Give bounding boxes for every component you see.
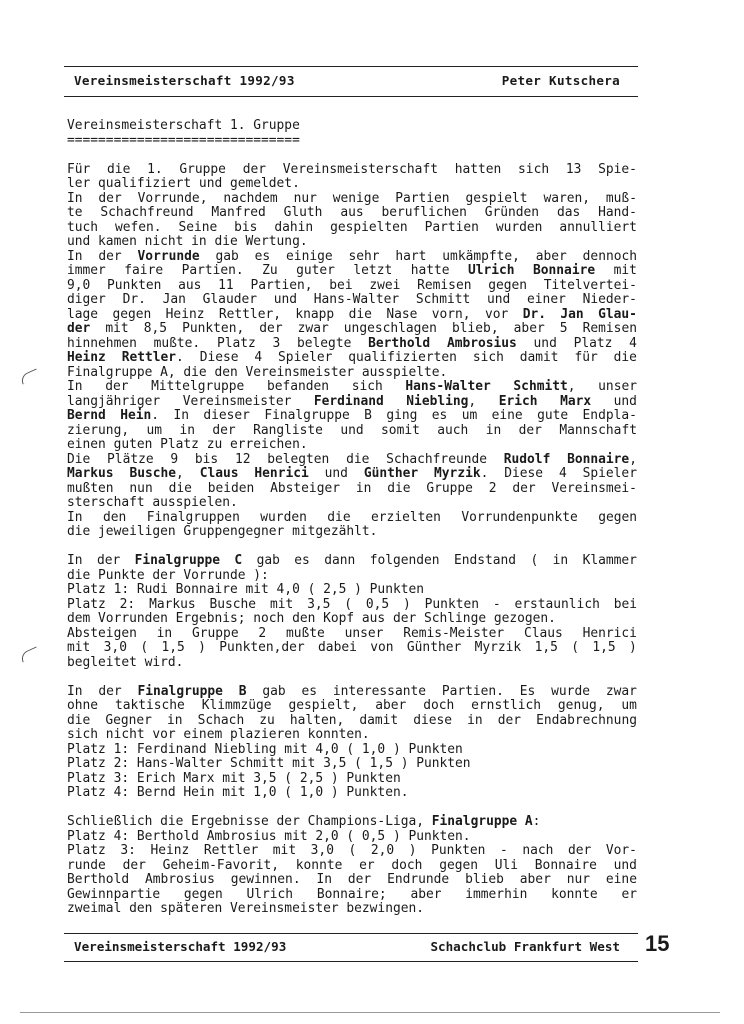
text-line: Platz 2: Markus Busche mit 3,5 ( 0,5 ) Punkten - erstaunlich bei bbox=[67, 596, 637, 612]
text-line: 9,0 Punkten aus 11 Partien, bei zwei Remisen gegen Titelvertei- bbox=[67, 277, 637, 293]
text-line: die Punkte der Vorrunde ): bbox=[67, 567, 269, 583]
text-line: sterschaft ausspielen. bbox=[67, 495, 238, 510]
paragraph-gap bbox=[67, 670, 637, 685]
text-line: ler qualifiziert und gemeldet. bbox=[67, 176, 300, 191]
text-line: Schließlich die Ergebnisse der Champions-Liga, Finalgruppe A: bbox=[67, 814, 541, 829]
text-line: te Schachfreund Manfred Gluth aus beruflichen Gründen das Hand- bbox=[67, 205, 637, 220]
text-line: In der Vorrunde gab es einige sehr hart umkämpfte, aber dennoch bbox=[67, 248, 637, 264]
text-line: einen guten Platz zu erreichen. bbox=[67, 437, 308, 452]
text-line: zweimal den späteren Vereinsmeister bezwingen. bbox=[67, 901, 424, 916]
text-line: Platz 2: Hans-Walter Schmitt mit 3,5 ( 1,5 ) Punkten bbox=[67, 756, 471, 771]
header-title: Vereinsmeisterschaft 1992/93 bbox=[74, 73, 295, 88]
text-line: In der Finalgruppe B gab es interessante Partien. Es wurde zwar bbox=[67, 683, 637, 699]
header-author: Peter Kutschera bbox=[501, 73, 620, 88]
paragraph-gap bbox=[67, 801, 637, 816]
paragraph-gap bbox=[67, 540, 637, 555]
article-body bbox=[67, 119, 637, 917]
footer-title: Vereinsmeisterschaft 1992/93 bbox=[74, 939, 287, 954]
margin-mark bbox=[19, 646, 40, 662]
header-bottom-rule bbox=[64, 96, 638, 97]
running-footer bbox=[74, 939, 620, 954]
article-title-underline: ============================== bbox=[67, 132, 300, 148]
text-line: Platz 4: Berthold Ambrosius mit 2,0 ( 0,5 ) Punkten. bbox=[67, 828, 471, 844]
text-line: In der Mittelgruppe befanden sich Hans-Walter Schmitt, unser bbox=[67, 379, 637, 394]
running-header bbox=[74, 73, 620, 88]
text-line: Platz 3: Erich Marx mit 3,5 ( 2,5 ) Punkten bbox=[67, 770, 401, 786]
text-line: Bernd Hein. In dieser Finalgruppe B ging es um eine gute Endpla- bbox=[67, 408, 637, 423]
text-line: In den Finalgruppen wurden die erzielten Vorrundenpunkte gegen bbox=[67, 509, 637, 525]
footer-bottom-rule bbox=[64, 961, 638, 962]
article-text bbox=[67, 163, 637, 917]
text-line: Die Plätze 9 bis 12 belegten die Schachfreunde Rudolf Bonnaire, bbox=[67, 451, 637, 467]
text-line: dem Vorrunden Ergebnis; noch den Kopf aus der Schlinge gezogen. bbox=[67, 611, 556, 626]
text-line: Absteigen in Gruppe 2 mußte unser Remis-Meister Claus Henrici bbox=[67, 625, 637, 641]
text-line: tuch wefen. Seine bis dahin gespielten Partien wurden annulliert bbox=[67, 219, 637, 235]
text-line: und kamen nicht in die Wertung. bbox=[67, 234, 308, 249]
text-line: Platz 4: Bernd Hein mit 1,0 ( 1,0 ) Punkten. bbox=[67, 785, 409, 800]
text-line: Heinz Rettler. Diese 4 Spieler qualifizierten sich damit für die bbox=[67, 350, 637, 365]
text-line: runde der Geheim-Favorit, konnte er doch gegen Uli Bonnaire und bbox=[67, 857, 637, 873]
page-number: 15 bbox=[645, 931, 670, 956]
text-line: zierung, um in der Rangliste und somit auch in der Mannschaft bbox=[67, 422, 637, 438]
margin-mark bbox=[19, 368, 40, 384]
header-top-rule bbox=[64, 66, 638, 67]
text-line: Finalgruppe A, die den Vereinsmeister ausspielte. bbox=[67, 364, 448, 380]
text-line: die jeweiligen Gruppengegner mitgezählt. bbox=[67, 524, 378, 539]
text-line: die Gegner in Schach zu halten, damit diese in der Endabrechnung bbox=[67, 712, 637, 728]
text-line: sich nicht vor einem plazieren konnten. bbox=[67, 727, 370, 742]
text-line: lage gegen Heinz Rettler, knapp die Nase vorn, vor Dr. Jan Glau- bbox=[67, 306, 637, 322]
text-line: Gewinnpartie gegen Ulrich Bonnaire; aber immerhin konnte er bbox=[67, 886, 637, 902]
text-line: immer faire Partien. Zu guter letzt hatte Ulrich Bonnaire mit bbox=[67, 263, 637, 278]
text-line: diger Dr. Jan Glauder und Hans-Walter Schmitt und einer Nieder- bbox=[67, 292, 637, 307]
text-line: begleitet wird. bbox=[67, 654, 184, 670]
article-title: Vereinsmeisterschaft 1. Gruppe bbox=[67, 118, 300, 133]
text-line: mußten nun die beiden Absteiger in die Gruppe 2 der Vereinsmei- bbox=[67, 480, 637, 496]
text-line: Platz 3: Heinz Rettler mit 3,0 ( 2,0 ) Punkten - nach der Vor- bbox=[67, 843, 637, 858]
text-line: In der Finalgruppe C gab es dann folgenden Endstand ( in Klammer bbox=[67, 553, 637, 568]
text-line: Für die 1. Gruppe der Vereinsmeisterschaft hatten sich 13 Spie- bbox=[67, 161, 637, 177]
text-line: langjähriger Vereinsmeister Ferdinand Niebling, Erich Marx und bbox=[67, 393, 637, 409]
footer-club: Schachclub Frankfurt West bbox=[430, 939, 620, 954]
text-line: Platz 1: Rudi Bonnaire mit 4,0 ( 2,5 ) Punkten bbox=[67, 582, 424, 597]
text-line: Platz 1: Ferdinand Niebling mit 4,0 ( 1,0 ) Punkten bbox=[67, 741, 463, 757]
text-line: In der Vorrunde, nachdem nur wenige Partien gespielt waren, muß- bbox=[67, 190, 637, 206]
text-line: Markus Busche, Claus Henrici und Günther Myrzik. Diese 4 Spieler bbox=[67, 466, 637, 481]
footer-top-rule bbox=[64, 933, 638, 934]
text-line: Berthold Ambrosius gewinnen. In der Endrunde blieb aber nur eine bbox=[67, 872, 637, 887]
text-line: ohne taktische Klimmzüge gespielt, aber doch ernstlich genug, um bbox=[67, 698, 637, 713]
text-line: mit 3,0 ( 1,5 ) Punkten,der dabei von Günther Myrzik 1,5 ( 1,5 ) bbox=[67, 640, 637, 655]
text-line: der mit 8,5 Punkten, der zwar ungeschlagen blieb, aber 5 Remisen bbox=[67, 321, 637, 336]
text-line: hinnehmen mußte. Platz 3 belegte Berthold Ambrosius und Platz 4 bbox=[67, 335, 637, 351]
scan-edge-line bbox=[20, 1012, 720, 1013]
